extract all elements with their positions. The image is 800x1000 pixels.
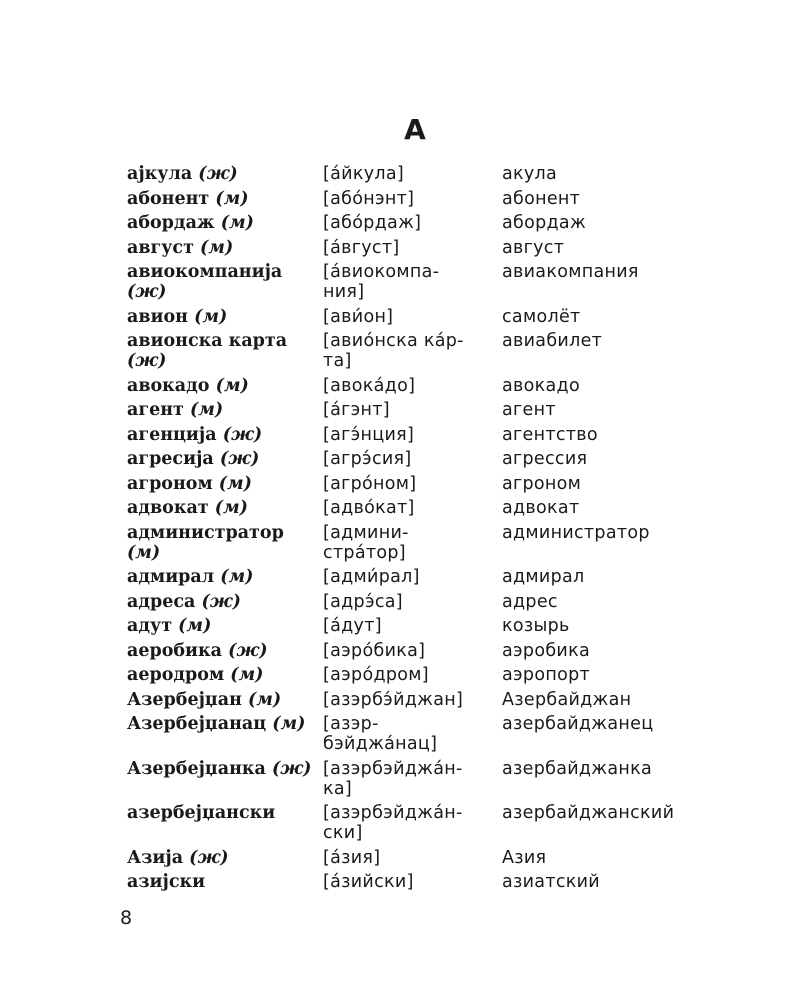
entry-gender: (м)	[214, 498, 248, 518]
dictionary-entry	[127, 590, 707, 615]
dictionary-entry	[127, 712, 707, 757]
dictionary-entry	[127, 614, 707, 639]
entry-headword-cell	[127, 870, 323, 895]
entry-transcription: [азэрбэйджа́н-	[323, 803, 463, 823]
entry-headword: агроном	[127, 473, 213, 494]
entry-translation: адрес	[502, 591, 558, 612]
dictionary-entry	[127, 398, 707, 423]
entry-transcription-cell	[323, 590, 502, 615]
dictionary-entries-body	[127, 162, 707, 895]
entry-gender: (м)	[272, 714, 306, 734]
entry-transcription-cell	[323, 801, 502, 846]
entry-transcription-cell	[323, 236, 502, 261]
entry-transcription-cell	[323, 846, 502, 871]
entry-headword: авионска карта	[127, 331, 288, 351]
entry-translation: администратор	[502, 522, 650, 543]
entry-headword: адвокат	[127, 498, 209, 518]
entry-headword: агенција	[127, 424, 217, 445]
entry-headword: абордаж	[127, 213, 215, 233]
entry-gender: (ж)	[189, 847, 229, 868]
entry-transcription: [агро́ном]	[323, 473, 417, 494]
dictionary-entry	[127, 521, 707, 566]
dictionary-entry	[127, 801, 707, 846]
entry-transcription: [а́виокомпа-	[323, 262, 440, 282]
entry-translation: азиатский	[502, 872, 600, 892]
entry-transcription: [а́дут]	[323, 616, 382, 636]
entry-transcription: [агрэ́сия]	[323, 449, 412, 469]
entry-translation: аэропорт	[502, 665, 590, 685]
dictionary-entry	[127, 260, 707, 305]
entry-transcription-cell	[323, 398, 502, 423]
entry-headword: адреса	[127, 591, 196, 612]
entry-gender: (м)	[220, 213, 254, 233]
entry-transcription: стра́тор]	[323, 542, 406, 563]
entry-translation: азербайджанец	[502, 714, 654, 734]
entry-headword-cell	[127, 305, 323, 330]
entry-transcription-cell	[323, 329, 502, 374]
entry-translation: авокадо	[502, 375, 580, 396]
entry-transcription-cell	[323, 187, 502, 212]
dictionary-entry	[127, 496, 707, 521]
entry-headword-cell	[127, 374, 323, 399]
dictionary-entry	[127, 846, 707, 871]
entry-gender: (м)	[200, 237, 234, 258]
entry-transcription: [а́зия]	[323, 847, 381, 868]
entry-transcription: [адво́кат]	[323, 498, 415, 518]
entry-transcription-cell	[323, 639, 502, 664]
entry-headword: Азербејџанка	[127, 758, 266, 779]
entry-gender: (м)	[230, 665, 264, 685]
entry-translation: акула	[502, 164, 558, 184]
entry-transcription: [азэрбэ́йджан]	[323, 689, 464, 710]
entry-headword: аеродром	[127, 665, 225, 685]
entry-headword-cell	[127, 846, 323, 871]
dictionary-entry	[127, 639, 707, 664]
entry-translation: адмирал	[502, 567, 585, 587]
entry-transcription: [аэро́бика]	[323, 640, 426, 661]
entry-headword-cell	[127, 496, 323, 521]
entry-gender: (м)	[127, 542, 161, 563]
entry-headword-cell	[127, 162, 323, 187]
entry-headword: авиокомпанија	[127, 262, 283, 282]
entry-headword: адмирал	[127, 567, 215, 587]
entry-transcription: [ави́он]	[323, 306, 394, 327]
entry-transcription: [авока́до]	[323, 375, 416, 396]
entry-headword-cell	[127, 398, 323, 423]
page-number: 8	[120, 907, 133, 929]
entry-transcription-cell	[323, 162, 502, 187]
dictionary-entry	[127, 688, 707, 713]
entry-headword-cell	[127, 614, 323, 639]
entry-transcription-cell	[323, 565, 502, 590]
entry-gender: (м)	[178, 616, 212, 636]
dictionary-entry	[127, 211, 707, 236]
entry-translation: азербайджанский	[502, 803, 675, 823]
entry-headword: аеробика	[127, 640, 223, 661]
entry-headword: агресија	[127, 449, 214, 469]
entry-headword-cell	[127, 565, 323, 590]
dictionary-entries-table	[127, 162, 707, 895]
entry-transcription-cell	[323, 423, 502, 448]
entry-headword: авион	[127, 306, 188, 327]
entry-transcription: [а́гэнт]	[323, 400, 390, 420]
entry-translation: аэробика	[502, 640, 591, 661]
entry-gender: (ж)	[127, 282, 167, 302]
entry-translation: Азия	[502, 847, 547, 868]
entry-transcription-cell	[323, 663, 502, 688]
entry-headword: азијски	[127, 872, 206, 892]
entry-gender: (м)	[247, 689, 282, 710]
entry-transcription: та]	[323, 351, 352, 371]
entry-transcription: [азэрбэйджа́н-	[323, 758, 463, 779]
entry-transcription-cell	[323, 374, 502, 399]
entry-gender: (м)	[215, 375, 249, 396]
entry-headword: Азија	[127, 847, 184, 868]
entry-gender: (м)	[194, 306, 228, 327]
entry-transcription: [аэро́дром]	[323, 665, 429, 685]
dictionary-entry	[127, 329, 707, 374]
entry-gender: (ж)	[222, 424, 263, 445]
dictionary-entry	[127, 236, 707, 261]
section-letter-heading: А	[404, 113, 426, 146]
entry-transcription: [адрэ́са]	[323, 591, 403, 612]
entry-translation: самолёт	[502, 306, 581, 327]
dictionary-entry	[127, 565, 707, 590]
entry-translation: абордаж	[502, 213, 587, 233]
entry-gender: (ж)	[201, 591, 241, 612]
entry-gender: (м)	[189, 400, 224, 420]
entry-transcription-cell	[323, 260, 502, 305]
entry-headword: администратор	[127, 522, 284, 543]
entry-transcription-cell	[323, 712, 502, 757]
entry-transcription: [авио́нска ка́р-	[323, 331, 464, 351]
dictionary-entry	[127, 472, 707, 497]
entry-headword-cell	[127, 639, 323, 664]
entry-translation: агроном	[502, 473, 582, 494]
entry-headword-cell	[127, 447, 323, 472]
entry-translation: азербайджанка	[502, 758, 653, 779]
entry-headword-cell	[127, 329, 323, 374]
entry-transcription-cell	[323, 472, 502, 497]
entry-translation: август	[502, 237, 565, 258]
entry-headword: авокадо	[127, 375, 210, 396]
entry-translation: агентство	[502, 424, 598, 445]
entry-transcription: ка]	[323, 778, 353, 799]
entry-transcription-cell	[323, 496, 502, 521]
entry-gender: (ж)	[271, 758, 312, 779]
entry-transcription-cell	[323, 447, 502, 472]
entry-transcription-cell	[323, 305, 502, 330]
dictionary-entry	[127, 423, 707, 448]
entry-headword-cell	[127, 521, 323, 566]
entry-headword-cell	[127, 260, 323, 305]
entry-translation: козырь	[502, 616, 570, 636]
entry-gender: (ж)	[219, 449, 260, 469]
entry-transcription: [агэ́нция]	[323, 424, 415, 445]
dictionary-entry	[127, 162, 707, 187]
dictionary-entry	[127, 187, 707, 212]
entry-transcription-cell	[323, 688, 502, 713]
dictionary-entry	[127, 374, 707, 399]
dictionary-entry	[127, 663, 707, 688]
entry-transcription-cell	[323, 757, 502, 802]
entry-headword-cell	[127, 423, 323, 448]
entry-headword-cell	[127, 801, 323, 846]
entry-transcription-cell	[323, 870, 502, 895]
entry-transcription: [а́йкула]	[323, 164, 404, 184]
entry-headword: абонент	[127, 188, 210, 209]
entry-gender: (м)	[218, 473, 252, 494]
entry-transcription: бэйджа́нац]	[323, 734, 438, 754]
dictionary-entry	[127, 447, 707, 472]
entry-translation: абонент	[502, 188, 581, 209]
entry-transcription: [а́вгуст]	[323, 237, 400, 258]
entry-translation: агент	[502, 400, 556, 420]
dictionary-entry	[127, 305, 707, 330]
entry-headword: Азербејџан	[127, 689, 242, 710]
dictionary-entry	[127, 870, 707, 895]
entry-gender: (м)	[220, 567, 254, 587]
entry-transcription: ния]	[323, 282, 365, 302]
entry-headword-cell	[127, 590, 323, 615]
entry-headword-cell	[127, 472, 323, 497]
entry-translation: авиабилет	[502, 331, 603, 351]
entry-headword: Азербејџанац	[127, 714, 267, 734]
entry-headword: адут	[127, 616, 173, 636]
entry-gender: (ж)	[198, 164, 238, 184]
entry-transcription-cell	[323, 211, 502, 236]
entry-headword-cell	[127, 712, 323, 757]
entry-headword-cell	[127, 211, 323, 236]
entry-headword-cell	[127, 187, 323, 212]
entry-transcription-cell	[323, 614, 502, 639]
entry-headword: агент	[127, 400, 184, 420]
entry-translation: адвокат	[502, 498, 580, 518]
entry-headword-cell	[127, 663, 323, 688]
entry-headword: азербејџански	[127, 803, 276, 823]
entry-translation: агрессия	[502, 449, 588, 469]
entry-transcription: [або́рдаж]	[323, 213, 422, 233]
entry-transcription: [админи-	[323, 522, 409, 543]
entry-transcription: ски]	[323, 823, 363, 843]
dictionary-entry	[127, 757, 707, 802]
entry-transcription: [або́нэнт]	[323, 188, 415, 209]
entry-gender: (м)	[215, 188, 249, 209]
entry-transcription-cell	[323, 521, 502, 566]
entry-transcription: [а́зийски]	[323, 872, 414, 892]
entry-transcription: [адми́рал]	[323, 567, 420, 587]
entry-gender: (ж)	[228, 640, 268, 661]
entry-headword-cell	[127, 688, 323, 713]
entry-translation: авиакомпания	[502, 262, 639, 282]
entry-headword-cell	[127, 236, 323, 261]
entry-gender: (ж)	[127, 351, 167, 371]
entry-transcription: [азэр-	[323, 714, 379, 734]
entry-headword: август	[127, 237, 194, 258]
entry-headword-cell	[127, 757, 323, 802]
entry-translation: Азербайджан	[502, 689, 632, 710]
entry-headword: ајкула	[127, 164, 193, 184]
